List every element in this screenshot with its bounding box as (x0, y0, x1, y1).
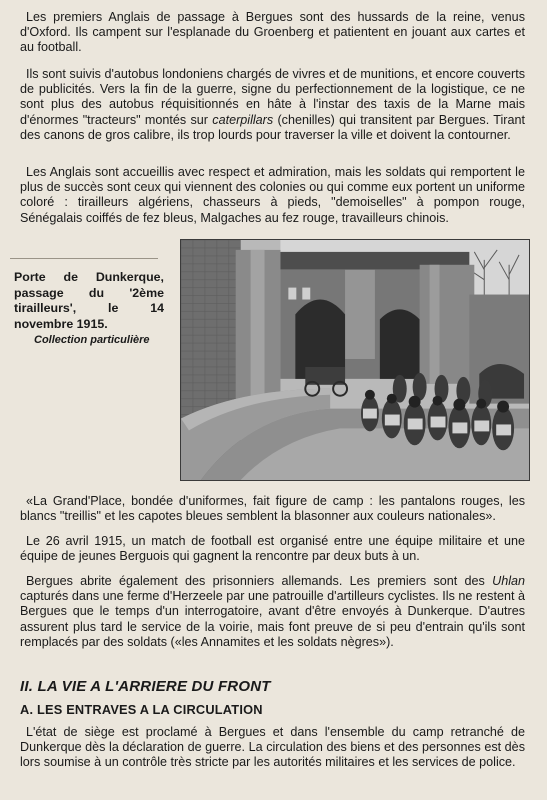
caption-divider (10, 258, 158, 259)
paragraph-colonies: Les Anglais sont accueillis avec respect et admiration, mais les soldats qui remportent le plus de succès sont ceux qui viennent des colonies ou qui comme eux portent un uniforme coloré : tirailleurs algériens, chasseurs à pieds, "demoiselles" à pompon rouge, Sénégalais coiffés de fez bleus, Malgaches au fez rouge, travailleurs chinois. (20, 165, 525, 225)
historical-photograph (180, 239, 530, 481)
photo-illustration (181, 240, 529, 480)
subsection-heading: A. LES ENTRAVES A LA CIRCULATION (20, 702, 263, 717)
section-heading: II. LA VIE A L'ARRIERE DU FRONT (20, 678, 271, 695)
paragraph-autobus (20, 67, 525, 143)
paragraph-hussards: Les premiers Anglais de passage à Bergues sont des hussards de la reine, venus d'Oxford. Ils campent sur l'esplanade du Groenberg et patientent en jouant aux cartes et au football. (20, 10, 525, 55)
paragraph-football-match: Le 26 avril 1915, un match de football est organisé entre une équipe militaire et une équipe de jeunes Berguois qui gagnent la rencontre par deux buts à un. (20, 534, 525, 564)
photo-credit: Collection particulière (34, 334, 150, 346)
paragraph-prisonniers-text-1: Bergues abrite également des prisonniers allemands. Les premiers sont des (26, 574, 493, 588)
paragraph-etat-de-siege: L'état de siège est proclamé à Bergues et dans l'ensemble du camp retranché de Dunkerque dès la déclaration de guerre. La circulation des biens et des personnes est dès lors soumise à un contrôle très stricte par les autorités militaires et les services de police. (20, 725, 525, 770)
paragraph-autobus-emphasis: caterpillars (212, 112, 274, 127)
paragraph-autobus-text-2: (chenilles) qui transitent par Bergues. Tirant des canons de gros calibre, ils trop lourds pour traverser la ville et doivent la contourner. (20, 112, 525, 142)
photo-caption (14, 270, 164, 349)
paragraph-autobus-text-1: Ils sont suivis d'autobus londoniens chargés de vivres et de munitions, et encore couverts de publicités. Vers la fin de la guerre, signe du perfectionnement de la logistique, ce ne sont plus des autobus réquisitionnés en hâte à l'instar des taxis de la Marne mais d'énormes "tracteurs" montés sur (20, 67, 525, 127)
paragraph-prisonniers-emphasis: Uhlan (492, 574, 525, 588)
paragraph-prisonniers-text-2: capturés dans une ferme d'Herzeele par une patrouille d'artilleurs cyclistes. Ils ne restent à Bergues que le temps d'un interrogatoire, avant d'être envoyés à Dunkerque. D'autres assurent plus tard le service de la voirie, mais font preuve de si peu d'entrain qu'ils sont remplacés par des soldats («les Annamites et les soldats nègres»). (20, 589, 525, 649)
paragraph-grand-place: «La Grand'Place, bondée d'uniformes, fait figure de camp : les pantalons rouges, les blancs "treillis" et les capotes bleues semblent la blasonner aux couleurs nationales». (20, 494, 525, 524)
paragraph-prisonniers (20, 574, 525, 650)
photo-caption-text: Porte de Dunkerque, passage du '2ème tirailleurs', le 14 novembre 1915. (14, 270, 164, 331)
